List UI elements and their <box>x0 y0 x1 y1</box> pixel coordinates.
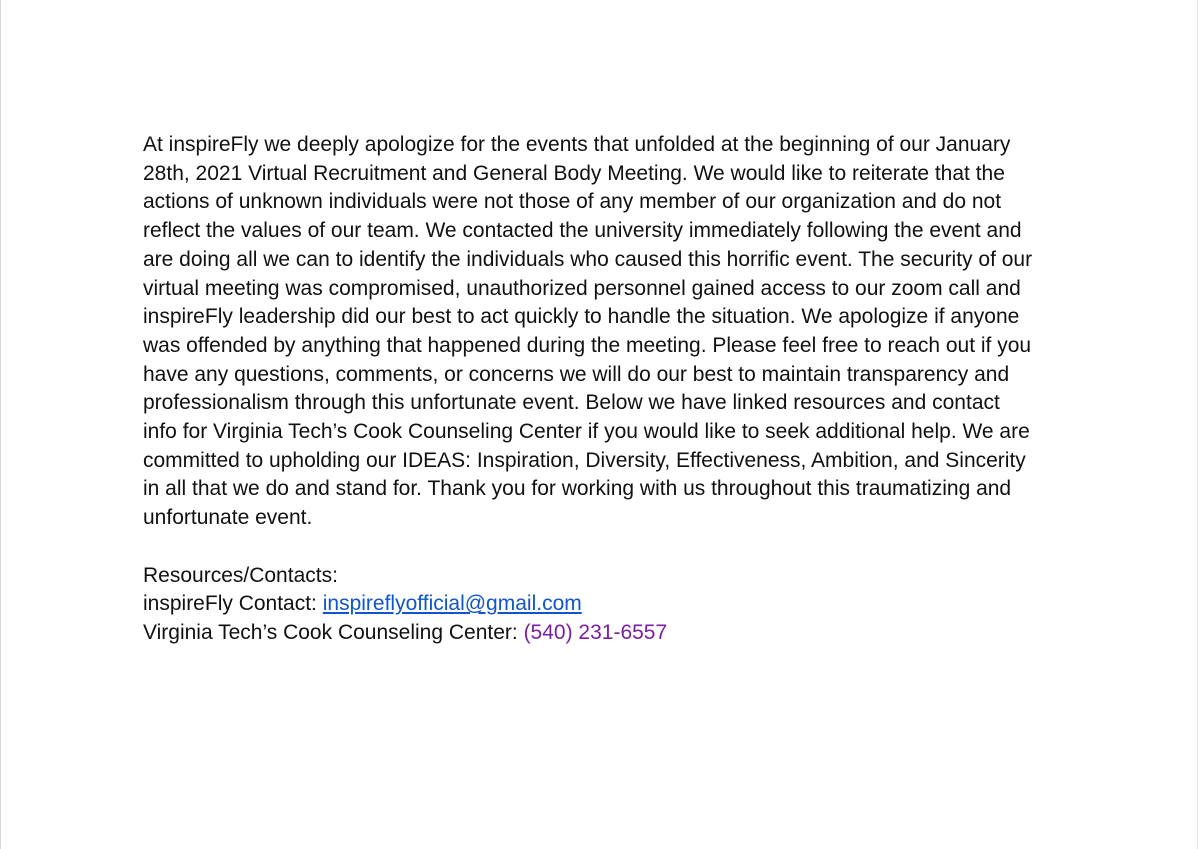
paragraph-line: info for Virginia Tech’s Cook Counseling Center if you would like to seek additional help. We are <box>143 420 1030 444</box>
paragraph-line: inspireFly leadership did our best to act quickly to handle the situation. We apologize if anyone <box>143 305 1020 329</box>
apology-paragraph <box>143 131 1073 533</box>
paragraph-line: unfortunate event. <box>143 506 313 530</box>
inspirefly-contact-label: inspireFly Contact: <box>143 592 323 616</box>
paragraph-line: in all that we do and stand for. Thank you for working with us throughout this traumatizing and <box>143 477 1012 501</box>
letter-content <box>143 131 1073 648</box>
paragraph-line: virtual meeting was compromised, unauthorized personnel gained access to our zoom call and <box>143 276 1021 300</box>
inspirefly-contact-line <box>143 590 1073 619</box>
inspirefly-email-link[interactable]: inspireflyofficial@gmail.com <box>322 592 582 616</box>
paragraph-line: committed to upholding our IDEAS: Inspiration, Diversity, Effectiveness, Ambition, and Sincerity <box>143 448 1026 472</box>
paragraph-line: At inspireFly we deeply apologize for the events that unfolded at the beginning of our January <box>143 133 1011 156</box>
counseling-center-label: Virginia Tech’s Cook Counseling Center: <box>143 620 524 644</box>
paragraph-line: actions of unknown individuals were not those of any member of our organization and do not <box>143 190 1002 214</box>
counseling-phone-link[interactable]: (540) 231-6557 <box>523 620 668 644</box>
resources-section <box>143 562 1073 648</box>
paragraph-line: are doing all we can to identify the individuals who caused this horrific event. The security of our <box>143 247 1033 271</box>
resources-heading: Resources/Contacts: <box>143 563 338 587</box>
paragraph-line: professionalism through this unfortunate event. Below we have linked resources and contact <box>143 391 1000 415</box>
counseling-contact-line <box>143 619 1073 648</box>
paragraph-line: was offended by anything that happened during the meeting. Please feel free to reach out if you <box>143 333 1032 357</box>
paragraph-line: have any questions, comments, or concerns we will do our best to maintain transparency and <box>143 362 1010 386</box>
paragraph-line: 28th, 2021 Virtual Recruitment and General Body Meeting. We would like to reiterate that the <box>143 161 1005 185</box>
paragraph-line: reflect the values of our team. We contacted the university immediately following the event and <box>143 219 1022 243</box>
